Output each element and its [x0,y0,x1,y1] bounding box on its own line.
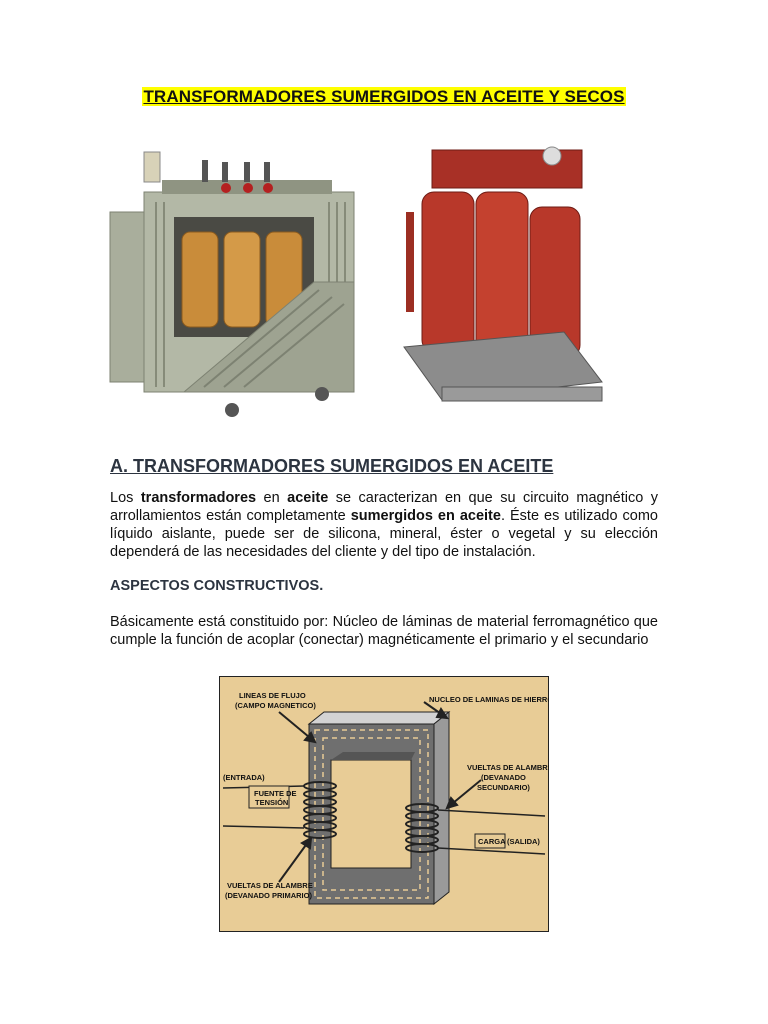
oil-transformer-image [110,152,354,417]
transformer-diagram [219,676,549,932]
label-primary-1: VUELTAS DE ALAMBRE [227,881,313,890]
label-iron-core: NUCLEO DE LAMINAS DE HIERRO [429,695,549,704]
paragraph-oil-transformers: Los transformadores en aceite se caracterizan en que su circuito magnético y arrollamientos están completamente sumergidos en aceite. Éste es utilizado como líquido aislante, puede ser de silicona, mineral, éster o vegetal y su elección dependerá de las necesidades del cliente y del tipo de instalación. [110,490,658,560]
label-source-2: TENSIÓN [255,798,289,807]
label-secondary-2: (DEVANADO [481,773,526,782]
label-source-1: FUENTE DE [254,789,297,798]
transformer-illustration [104,132,612,432]
label-input: (ENTRADA) [223,773,265,782]
transformer-photos [104,132,612,432]
label-load: CARGA [478,837,506,846]
label-output: (SALIDA) [507,837,540,846]
constructive-aspects-heading: ASPECTOS CONSTRUCTIVOS. [110,578,324,594]
iron-core [309,712,449,904]
dry-transformer-image [404,147,602,401]
section-a-heading: A. TRANSFORMADORES SUMERGIDOS EN ACEITE [110,456,554,476]
label-magnetic-field: (CAMPO MAGNETICO) [235,701,316,710]
document-title: TRANSFORMADORES SUMERGIDOS EN ACEITE Y SECOS [143,87,625,106]
label-secondary-1: VUELTAS DE ALAMBRE [467,763,549,772]
label-flux-lines: LINEAS DE FLUJO [239,691,306,700]
label-primary-2: (DEVANADO PRIMARIO) [225,891,312,900]
label-secondary-3: SECUNDARIO) [477,783,530,792]
paragraph-core-description: Básicamente está constituido por: Núcleo de láminas de material ferromagnético que cumple la función de acoplar (conectar) magnéticamente el primario y el secundario [110,614,658,648]
